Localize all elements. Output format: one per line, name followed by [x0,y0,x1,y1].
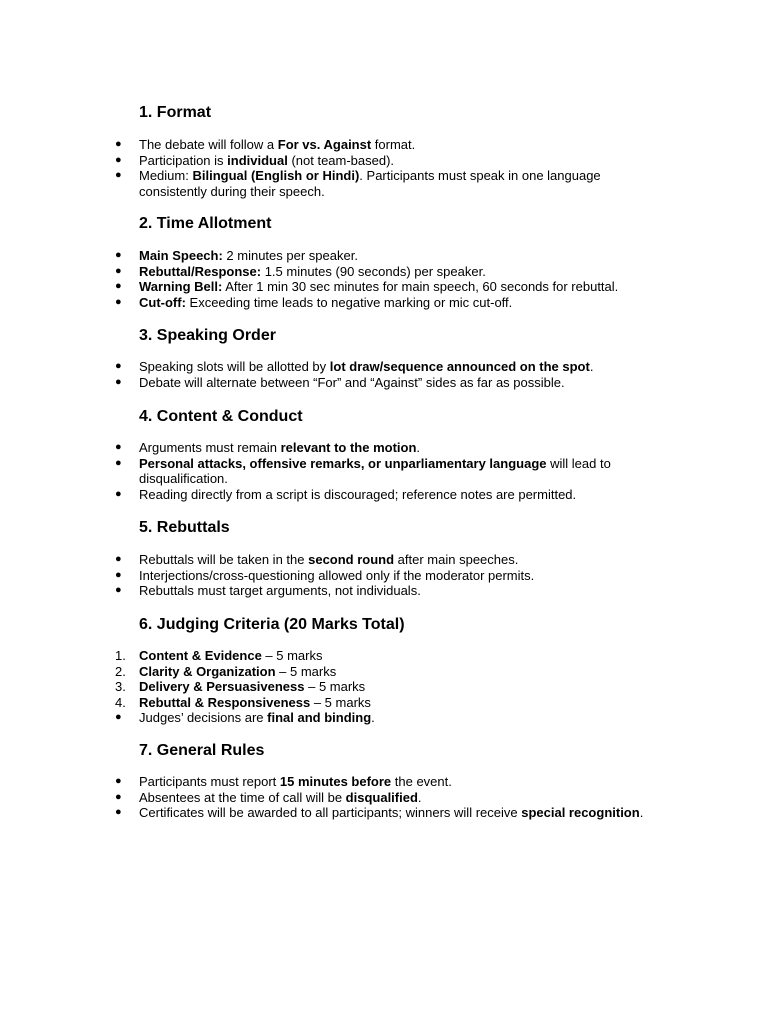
list-item [0,440,768,456]
item-text: the event. [391,774,452,789]
list-item [0,710,768,726]
bullet-icon: ● [115,456,122,469]
list-item [0,295,768,311]
item-text: – 5 marks [304,679,366,694]
item-text: Exceeding time leads to negative marking or mic cut-off. [185,294,513,310]
list-number: 4. [115,694,126,710]
section-heading-general-rules: 7. General Rules [139,742,265,759]
bold-text: Personal attacks, offensive remarks, or unparliamentary language [139,455,547,471]
bold-text: Bilingual (English or Hindi) [192,168,360,183]
bullet-icon: ● [115,138,122,150]
list-number: 3. [115,679,126,694]
item-text: – 5 marks [261,648,323,663]
bullet-icon: ● [115,360,122,372]
bold-text: Delivery & Persuasiveness [139,679,305,694]
list-number: 1. [115,648,126,663]
format-list [0,137,768,199]
item-text: 2 minutes per speaker. [222,248,358,263]
list-item [0,248,768,264]
item-text: Reading directly from a script is discouraged; reference notes are permitted. [139,486,577,502]
list-item [0,568,768,584]
item-text: . Participants must speak in one language consistently during their speech. [139,168,601,199]
list-item [0,774,768,790]
bullet-icon: ● [115,375,122,388]
list-item [0,456,768,487]
section-heading-content-conduct: 4. Content & Conduct [139,408,303,425]
bullet-icon: ● [115,806,122,818]
item-text: . [417,789,422,805]
item-text: Absentees at the time of call will be [139,789,346,805]
item-text: Medium: [139,168,193,183]
bullet-icon: ● [115,553,122,565]
bold-text: lot draw/sequence announced on the spot [329,359,590,374]
list-item [0,664,768,680]
bold-text: For vs. Against [277,137,372,152]
bold-text: Cut-off: [139,294,186,310]
item-text: after main speeches. [394,552,519,567]
item-text: will lead to disqualification. [139,455,611,486]
section-heading-judging-criteria: 6. Judging Criteria (20 Marks Total) [139,616,405,633]
bold-text: Warning Bell: [139,279,223,294]
bullet-icon: ● [115,584,122,596]
content-conduct-list [0,440,768,502]
item-text: Speaking slots will be allotted by [139,359,330,374]
rebuttals-list [0,552,768,599]
bullet-icon: ● [115,775,122,787]
item-text: – 5 marks [275,663,337,679]
item-text: Arguments must remain [139,440,281,455]
judging-criteria-list [0,648,768,726]
item-text: Interjections/cross-questioning allowed only if the moderator permits. [139,567,535,583]
bullet-icon: ● [115,441,122,453]
list-item [0,279,768,295]
item-text: Rebuttals will be taken in the [139,552,309,567]
item-text: – 5 marks [310,694,371,710]
section-heading-speaking-order: 3. Speaking Order [139,327,276,344]
bullet-icon: ● [115,790,122,803]
general-rules-list [0,774,768,821]
bullet-icon: ● [115,487,122,500]
item-text: . [639,805,644,820]
bullet-icon: ● [115,169,122,181]
list-item [0,790,768,806]
item-text: Judges’ decisions are [139,710,268,725]
bold-text: second round [308,552,395,567]
bullet-icon: ● [115,249,122,261]
item-text: format. [371,137,416,152]
list-item [0,679,768,695]
bold-text: final and binding [267,710,372,725]
bold-text: Rebuttal/Response: [139,263,262,279]
item-text: . [416,440,421,455]
bold-text: Rebuttal & Responsiveness [139,694,311,710]
list-item [0,359,768,375]
item-text: Participants must report [139,774,280,789]
list-item [0,648,768,664]
item-text: Rebuttals must target arguments, not individuals. [139,583,421,598]
list-item [0,583,768,599]
section-heading-rebuttals: 5. Rebuttals [139,519,230,536]
list-item [0,168,768,199]
bullet-icon: ● [115,711,122,723]
bold-text: Main Speech: [139,248,223,263]
bold-text: individual [227,152,288,168]
bullet-icon: ● [115,568,122,581]
item-text: Certificates will be awarded to all participants; winners will receive [139,805,522,820]
bold-text: Content & Evidence [139,648,262,663]
list-item [0,552,768,568]
bullet-icon: ● [115,280,122,292]
list-number: 2. [115,663,126,679]
item-text: . [589,359,594,374]
item-text: After 1 min 30 sec minutes for main speech, 60 seconds for rebuttal. [222,279,619,294]
item-text: (not team-based). [287,152,395,168]
time-allotment-list [0,248,768,310]
item-text: 1.5 minutes (90 seconds) per speaker. [261,263,486,279]
bold-text: relevant to the motion [280,440,417,455]
speaking-order-list [0,359,768,390]
list-item [0,264,768,280]
list-item [0,137,768,153]
bold-text: 15 minutes before [279,774,392,789]
bullet-icon: ● [115,264,122,277]
item-text: The debate will follow a [139,137,278,152]
item-text: Debate will alternate between “For” and “Against” sides as far as possible. [139,374,565,390]
list-item [0,487,768,503]
item-text: . [371,710,375,725]
list-item [0,695,768,711]
item-text: Participation is [139,152,228,168]
bold-text: disqualified [345,789,418,805]
bold-text: special recognition [521,805,640,820]
bullet-icon: ● [115,295,122,308]
bullet-icon: ● [115,153,122,166]
bold-text: Clarity & Organization [139,663,276,679]
section-heading-time-allotment: 2. Time Allotment [139,215,272,232]
list-item [0,153,768,169]
list-item [0,375,768,391]
section-heading-format: 1. Format [139,104,212,121]
list-item [0,805,768,821]
